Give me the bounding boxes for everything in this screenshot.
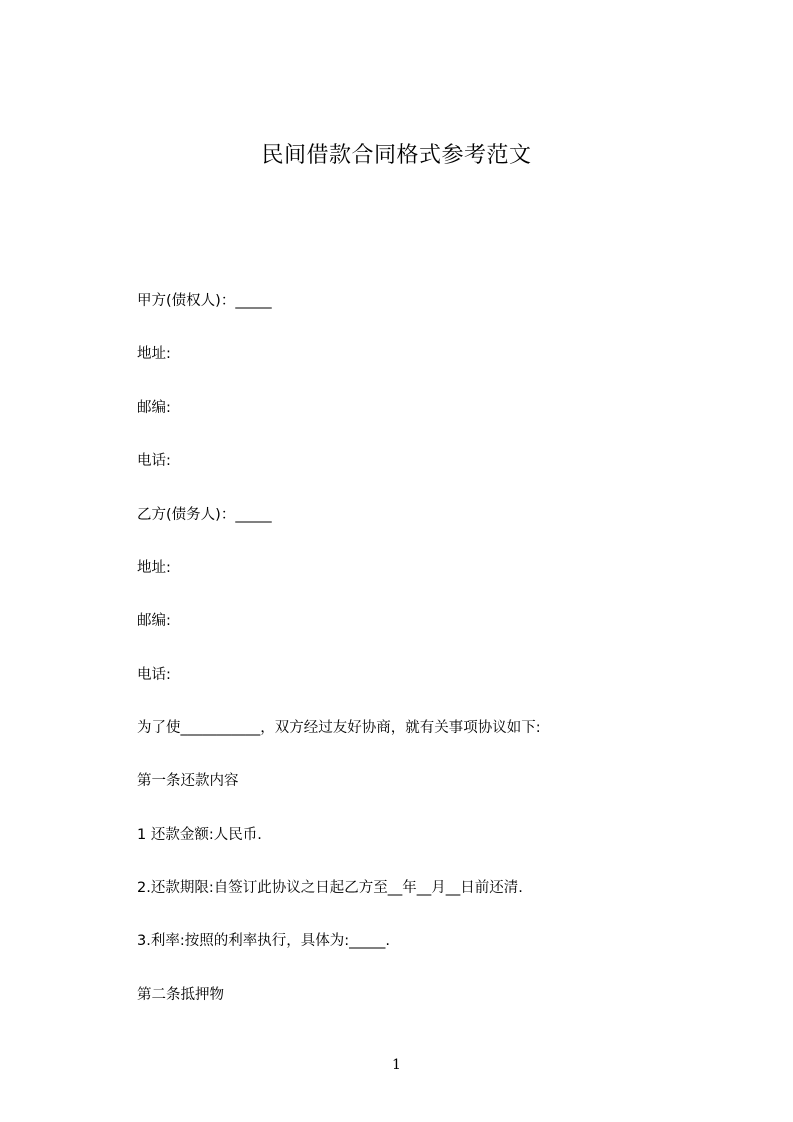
- party-b-postcode: 邮编:: [137, 613, 171, 629]
- article-one-heading: 第一条还款内容: [137, 773, 239, 789]
- repayment-term-clause: 2.还款期限:自签订此协议之日起乙方至__年__月__日前还清.: [137, 880, 523, 896]
- article-two-heading: 第二条抵押物: [137, 987, 224, 1003]
- party-a-postcode: 邮编:: [137, 400, 171, 416]
- party-a-address: 地址:: [137, 346, 171, 362]
- party-b-address: 地址:: [137, 560, 171, 576]
- party-b-phone: 电话:: [137, 667, 171, 683]
- party-a-phone: 电话:: [137, 453, 171, 469]
- preamble-paragraph: 为了使___________，双方经过友好协商，就有关事项协议如下:: [137, 720, 541, 736]
- page-number: 1: [392, 1057, 401, 1073]
- interest-rate-clause: 3.利率:按照的利率执行，具体为:_____.: [137, 933, 390, 949]
- document-title: 民间借款合同格式参考范文: [261, 143, 532, 168]
- party-b-debtor: 乙方(债务人)：_____: [137, 507, 272, 523]
- repayment-amount-clause: 1 还款金额:人民币.: [137, 827, 262, 843]
- party-a-creditor: 甲方(债权人)：_____: [137, 293, 272, 309]
